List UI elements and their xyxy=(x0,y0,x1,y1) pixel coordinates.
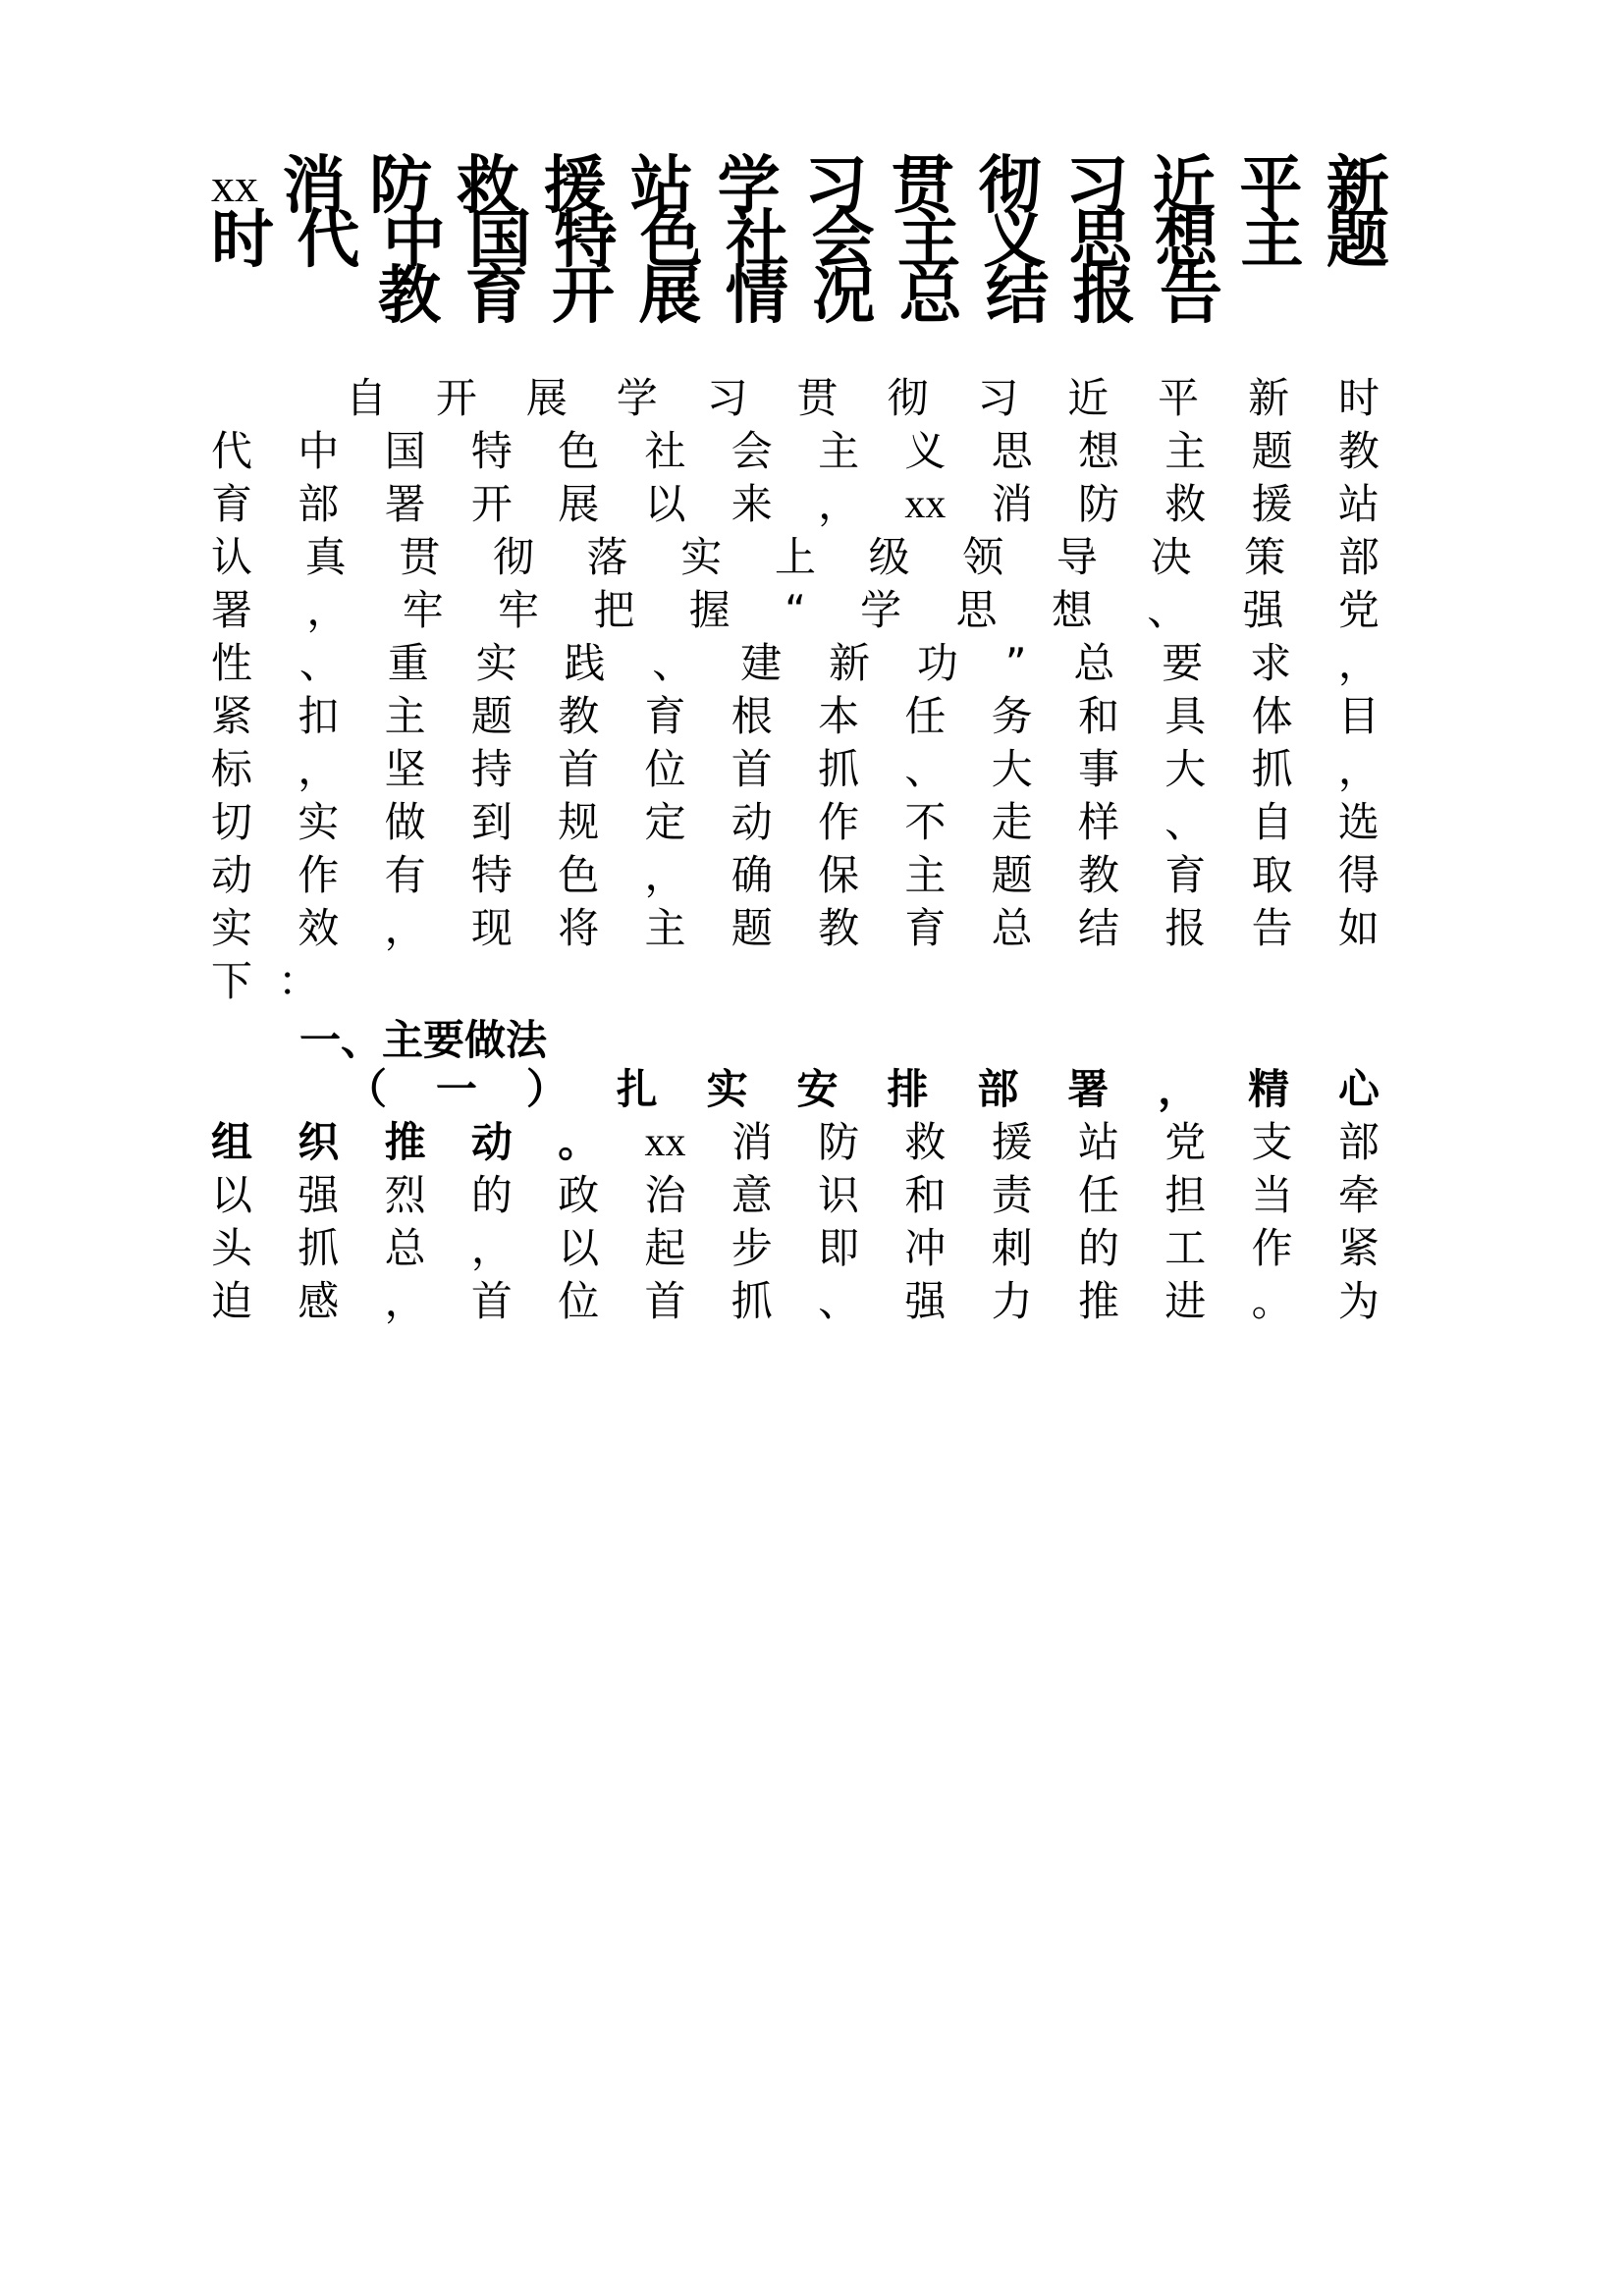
glyph: 识 xyxy=(818,1171,860,1219)
glyph: 部 xyxy=(1337,533,1380,581)
glyph: 党 xyxy=(1164,1118,1207,1166)
glyph: 主 xyxy=(1164,427,1207,475)
glyph: 步 xyxy=(731,1224,773,1272)
glyph: 大 xyxy=(1164,745,1207,793)
glyph: 抓 xyxy=(1251,745,1293,793)
glyph: 本 xyxy=(818,692,860,740)
glyph: 将 xyxy=(558,904,600,952)
glyph: 具 xyxy=(1164,692,1207,740)
glyph: 时 xyxy=(1337,374,1380,422)
glyph: xx xyxy=(904,482,947,527)
glyph: 冲 xyxy=(904,1224,947,1272)
glyph: 大 xyxy=(991,745,1033,793)
glyph: 强 xyxy=(298,1171,340,1219)
glyph: ， xyxy=(470,1224,513,1272)
glyph: 想 xyxy=(1155,203,1218,277)
glyph: 告 xyxy=(1251,904,1293,952)
glyph: 展 xyxy=(558,480,600,528)
glyph: ， xyxy=(306,586,349,634)
glyph: 求 xyxy=(1250,639,1292,687)
glyph: 彻 xyxy=(978,149,1042,223)
glyph: 部 xyxy=(977,1065,1019,1113)
glyph: 头 xyxy=(211,1224,253,1272)
glyph: 作 xyxy=(1251,1224,1293,1272)
glyph: 近 xyxy=(1067,374,1110,422)
glyph: 不 xyxy=(904,798,947,846)
glyph: 色 xyxy=(558,427,600,475)
glyph: 首 xyxy=(470,1277,513,1325)
section-heading: 一、主要做法 xyxy=(299,1016,548,1064)
glyph: （ xyxy=(346,1065,388,1113)
glyph: 署 xyxy=(211,586,253,634)
glyph: 组 xyxy=(211,1118,253,1166)
glyph: ， xyxy=(818,480,860,528)
glyph: 感 xyxy=(298,1277,340,1325)
glyph: 首 xyxy=(731,745,773,793)
intro-line-9 xyxy=(211,793,1380,852)
glyph: 任 xyxy=(904,692,947,740)
glyph: 主 xyxy=(384,692,426,740)
glyph: 有 xyxy=(384,851,426,899)
glyph: 确 xyxy=(731,851,773,899)
glyph: 自 xyxy=(346,374,388,422)
glyph: 实 xyxy=(211,904,253,952)
glyph: 、 xyxy=(1164,798,1207,846)
glyph: 思 xyxy=(955,586,998,634)
glyph: 功 xyxy=(916,639,958,687)
glyph: 特 xyxy=(554,203,618,277)
glyph: 抓 xyxy=(731,1277,773,1325)
subsection-body-line-2 xyxy=(211,1219,1380,1278)
glyph: 决 xyxy=(1150,533,1192,581)
glyph: 首 xyxy=(644,1277,686,1325)
glyph: 自 xyxy=(1251,798,1293,846)
glyph: xx xyxy=(211,160,258,212)
glyph: 部 xyxy=(298,480,340,528)
glyph: 代 xyxy=(297,203,360,277)
glyph: 实 xyxy=(475,639,517,687)
glyph: 进 xyxy=(1164,1277,1207,1325)
glyph: 位 xyxy=(558,1277,600,1325)
glyph: 下 xyxy=(211,957,253,1005)
glyph: 消 xyxy=(731,1118,773,1166)
glyph: 精 xyxy=(1248,1065,1290,1113)
glyph: 会 xyxy=(811,203,875,277)
glyph: 心 xyxy=(1337,1065,1380,1113)
glyph: 防 xyxy=(1077,480,1119,528)
glyph: 坚 xyxy=(384,745,426,793)
glyph: 务 xyxy=(991,692,1033,740)
glyph: 安 xyxy=(796,1065,839,1113)
glyph: 援 xyxy=(1251,480,1293,528)
subsection-body-line-3 xyxy=(211,1272,1380,1331)
glyph: 习 xyxy=(977,374,1019,422)
glyph: 。 xyxy=(558,1118,600,1166)
glyph: ， xyxy=(384,904,426,952)
glyph: 特 xyxy=(470,427,513,475)
glyph: 贯 xyxy=(796,374,839,422)
glyph: 部 xyxy=(1337,1118,1380,1166)
glyph: 的 xyxy=(1077,1224,1119,1272)
glyph: 习 xyxy=(706,374,748,422)
glyph: 政 xyxy=(558,1171,600,1219)
glyph: 展 xyxy=(525,374,568,422)
intro-line-1 xyxy=(346,369,1380,428)
glyph: xx xyxy=(644,1120,686,1165)
glyph: 迫 xyxy=(211,1277,253,1325)
glyph: 治 xyxy=(644,1171,686,1219)
glyph: 要 xyxy=(1162,639,1204,687)
glyph: 作 xyxy=(818,798,860,846)
glyph: 建 xyxy=(740,639,783,687)
glyph: 担 xyxy=(1164,1171,1207,1219)
glyph: 署 xyxy=(384,480,426,528)
glyph: 抓 xyxy=(298,1224,340,1272)
glyph: 情 xyxy=(725,259,788,333)
glyph: 意 xyxy=(731,1171,773,1219)
glyph: 新 xyxy=(1326,149,1389,223)
glyph: 题 xyxy=(731,904,773,952)
intro-line-5 xyxy=(211,581,1380,640)
glyph: 署 xyxy=(1067,1065,1110,1113)
glyph: 救 xyxy=(1164,480,1207,528)
glyph: 和 xyxy=(904,1171,947,1219)
glyph: 践 xyxy=(564,639,606,687)
glyph: 社 xyxy=(726,203,789,277)
glyph: 扎 xyxy=(616,1065,658,1113)
glyph: 策 xyxy=(1244,533,1286,581)
glyph: 党 xyxy=(1337,586,1380,634)
glyph: 想 xyxy=(1077,427,1119,475)
glyph: 教 xyxy=(1077,851,1119,899)
glyph: 社 xyxy=(644,427,686,475)
glyph: 报 xyxy=(1072,259,1136,333)
glyph: 、 xyxy=(904,745,947,793)
glyph: 平 xyxy=(1158,374,1200,422)
glyph: 以 xyxy=(211,1171,253,1219)
intro-line-7 xyxy=(211,687,1380,746)
glyph: 思 xyxy=(991,427,1033,475)
glyph: 代 xyxy=(211,427,253,475)
glyph: 以 xyxy=(644,480,686,528)
glyph: 紧 xyxy=(1337,1224,1380,1272)
glyph: 新 xyxy=(1248,374,1290,422)
glyph: 教 xyxy=(558,692,600,740)
glyph: 动 xyxy=(731,798,773,846)
glyph: 站 xyxy=(630,149,694,223)
glyph: 来 xyxy=(731,480,773,528)
glyph: 教 xyxy=(818,904,860,952)
glyph: 育 xyxy=(464,259,528,333)
glyph: ， xyxy=(644,851,686,899)
glyph: 义 xyxy=(983,203,1047,277)
glyph: 国 xyxy=(384,427,426,475)
glyph: 实 xyxy=(680,533,723,581)
glyph: 结 xyxy=(1077,904,1119,952)
glyph: 牢 xyxy=(402,586,444,634)
glyph: ” xyxy=(1004,639,1027,687)
glyph: 任 xyxy=(1077,1171,1119,1219)
glyph: 育 xyxy=(1164,851,1207,899)
glyph: 排 xyxy=(887,1065,929,1113)
glyph: 开 xyxy=(435,374,477,422)
glyph: 彻 xyxy=(492,533,534,581)
glyph: 动 xyxy=(211,851,253,899)
glyph: 学 xyxy=(717,149,781,223)
glyph: 防 xyxy=(369,149,433,223)
glyph: 标 xyxy=(211,745,253,793)
glyph: 牵 xyxy=(1337,1171,1380,1219)
glyph: 题 xyxy=(1326,203,1389,277)
glyph: 规 xyxy=(558,798,600,846)
glyph: 为 xyxy=(1337,1277,1380,1325)
glyph: 学 xyxy=(860,586,902,634)
glyph: 当 xyxy=(1251,1171,1293,1219)
glyph: 切 xyxy=(211,798,253,846)
glyph: 和 xyxy=(1077,692,1119,740)
glyph: 工 xyxy=(1164,1224,1207,1272)
glyph: 、 xyxy=(298,639,341,687)
intro-line-10 xyxy=(211,846,1380,905)
glyph: 想 xyxy=(1051,586,1093,634)
glyph: 取 xyxy=(1251,851,1293,899)
glyph: “ xyxy=(785,586,806,634)
glyph: 彻 xyxy=(887,374,929,422)
glyph: 况 xyxy=(812,259,876,333)
glyph: 强 xyxy=(1242,586,1284,634)
glyph: 消 xyxy=(991,480,1033,528)
glyph: 织 xyxy=(298,1118,340,1166)
glyph: 新 xyxy=(829,639,871,687)
glyph: ： xyxy=(277,957,319,1005)
glyph: 导 xyxy=(1056,533,1098,581)
glyph: 色 xyxy=(558,851,600,899)
glyph: 重 xyxy=(387,639,429,687)
glyph: 支 xyxy=(1251,1118,1293,1166)
glyph: 救 xyxy=(904,1118,947,1166)
glyph: 如 xyxy=(1337,904,1380,952)
glyph: 得 xyxy=(1337,851,1380,899)
glyph: 起 xyxy=(644,1224,686,1272)
glyph: 紧 xyxy=(211,692,253,740)
glyph: 时 xyxy=(211,203,274,277)
glyph: 刺 xyxy=(991,1224,1033,1272)
glyph: 开 xyxy=(470,480,513,528)
glyph: 首 xyxy=(558,745,600,793)
glyph: 结 xyxy=(986,259,1050,333)
glyph: 持 xyxy=(470,745,513,793)
glyph: 选 xyxy=(1337,798,1380,846)
subsection-title-line-2 xyxy=(211,1113,1380,1172)
glyph: 认 xyxy=(211,533,253,581)
glyph: 育 xyxy=(904,904,947,952)
glyph: 贯 xyxy=(399,533,441,581)
title-line-3 xyxy=(378,257,1222,336)
glyph: 教 xyxy=(378,259,441,333)
glyph: 性 xyxy=(211,639,253,687)
glyph: 会 xyxy=(731,427,773,475)
glyph: 展 xyxy=(638,259,702,333)
glyph: ， xyxy=(1337,639,1380,687)
glyph: 、 xyxy=(1147,586,1189,634)
glyph: 、 xyxy=(652,639,694,687)
glyph: 总 xyxy=(1073,639,1115,687)
glyph: 学 xyxy=(616,374,658,422)
glyph: 主 xyxy=(1240,203,1304,277)
subsection-title-line-1 xyxy=(346,1060,1380,1119)
glyph: 保 xyxy=(818,851,860,899)
subsection-body-line-1 xyxy=(211,1166,1380,1225)
glyph: 推 xyxy=(1077,1277,1119,1325)
glyph: 动 xyxy=(470,1118,513,1166)
glyph: 习 xyxy=(804,149,868,223)
glyph: 握 xyxy=(688,586,731,634)
glyph: 效 xyxy=(298,904,340,952)
glyph: 特 xyxy=(470,851,513,899)
glyph: 援 xyxy=(543,149,607,223)
glyph: 位 xyxy=(644,745,686,793)
glyph: 中 xyxy=(298,427,340,475)
glyph: 防 xyxy=(818,1118,860,1166)
glyph: ， xyxy=(298,745,340,793)
glyph: 义 xyxy=(904,427,947,475)
glyph: ） xyxy=(525,1065,568,1113)
glyph: 样 xyxy=(1077,798,1119,846)
intro-line-2 xyxy=(211,422,1380,481)
glyph: 题 xyxy=(991,851,1033,899)
glyph: 抓 xyxy=(818,745,860,793)
glyph: 作 xyxy=(298,851,340,899)
glyph: 落 xyxy=(586,533,628,581)
glyph: 总 xyxy=(991,904,1033,952)
glyph: 消 xyxy=(282,149,346,223)
glyph: 级 xyxy=(868,533,910,581)
glyph: 救 xyxy=(456,149,519,223)
intro-line-12 xyxy=(211,952,319,1011)
glyph: 主 xyxy=(644,904,686,952)
glyph: 即 xyxy=(818,1224,860,1272)
glyph: 的 xyxy=(470,1171,513,1219)
glyph: 平 xyxy=(1239,149,1303,223)
glyph: 上 xyxy=(774,533,816,581)
glyph: 总 xyxy=(898,259,962,333)
glyph: 报 xyxy=(1164,904,1207,952)
glyph: 强 xyxy=(904,1277,947,1325)
glyph: 思 xyxy=(1068,203,1132,277)
glyph: 一 xyxy=(435,1065,477,1113)
intro-line-8 xyxy=(211,740,1380,799)
glyph: 走 xyxy=(991,798,1033,846)
intro-line-6 xyxy=(211,634,1380,693)
glyph: 站 xyxy=(1337,480,1380,528)
glyph: 到 xyxy=(470,798,513,846)
glyph: 教 xyxy=(1337,427,1380,475)
glyph: 目 xyxy=(1337,692,1380,740)
glyph: 总 xyxy=(384,1224,426,1272)
glyph: 事 xyxy=(1077,745,1119,793)
glyph: 体 xyxy=(1251,692,1293,740)
glyph: 告 xyxy=(1159,259,1222,333)
glyph: ， xyxy=(1158,1065,1200,1113)
intro-line-4 xyxy=(211,528,1380,587)
glyph: 色 xyxy=(639,203,703,277)
glyph: 。 xyxy=(1251,1277,1293,1325)
intro-line-3 xyxy=(211,475,1380,534)
glyph: 育 xyxy=(644,692,686,740)
glyph: 做 xyxy=(384,798,426,846)
glyph: 责 xyxy=(991,1171,1033,1219)
intro-line-11 xyxy=(211,899,1380,958)
glyph: 育 xyxy=(211,480,253,528)
glyph: ， xyxy=(384,1277,426,1325)
glyph: 力 xyxy=(991,1277,1033,1325)
glyph: 领 xyxy=(962,533,1004,581)
glyph: 中 xyxy=(382,203,446,277)
glyph: 推 xyxy=(384,1118,426,1166)
glyph: ， xyxy=(1337,745,1380,793)
glyph: 主 xyxy=(904,851,947,899)
glyph: 国 xyxy=(468,203,532,277)
glyph: 牢 xyxy=(498,586,540,634)
glyph: 题 xyxy=(470,692,513,740)
glyph: 真 xyxy=(304,533,347,581)
glyph: 贯 xyxy=(891,149,954,223)
glyph: 近 xyxy=(1152,149,1216,223)
glyph: 、 xyxy=(818,1277,860,1325)
glyph: 习 xyxy=(1065,149,1129,223)
glyph: 根 xyxy=(731,692,773,740)
glyph: 主 xyxy=(897,203,960,277)
glyph: 烈 xyxy=(384,1171,426,1219)
glyph: 扣 xyxy=(298,692,340,740)
glyph: 题 xyxy=(1251,427,1293,475)
glyph: 现 xyxy=(470,904,513,952)
glyph: 实 xyxy=(298,798,340,846)
glyph: 主 xyxy=(818,427,860,475)
glyph: 援 xyxy=(991,1118,1033,1166)
glyph: 以 xyxy=(558,1224,600,1272)
glyph: 站 xyxy=(1077,1118,1119,1166)
glyph: 实 xyxy=(706,1065,748,1113)
glyph: 定 xyxy=(644,798,686,846)
glyph: 把 xyxy=(593,586,635,634)
glyph: 开 xyxy=(551,259,615,333)
